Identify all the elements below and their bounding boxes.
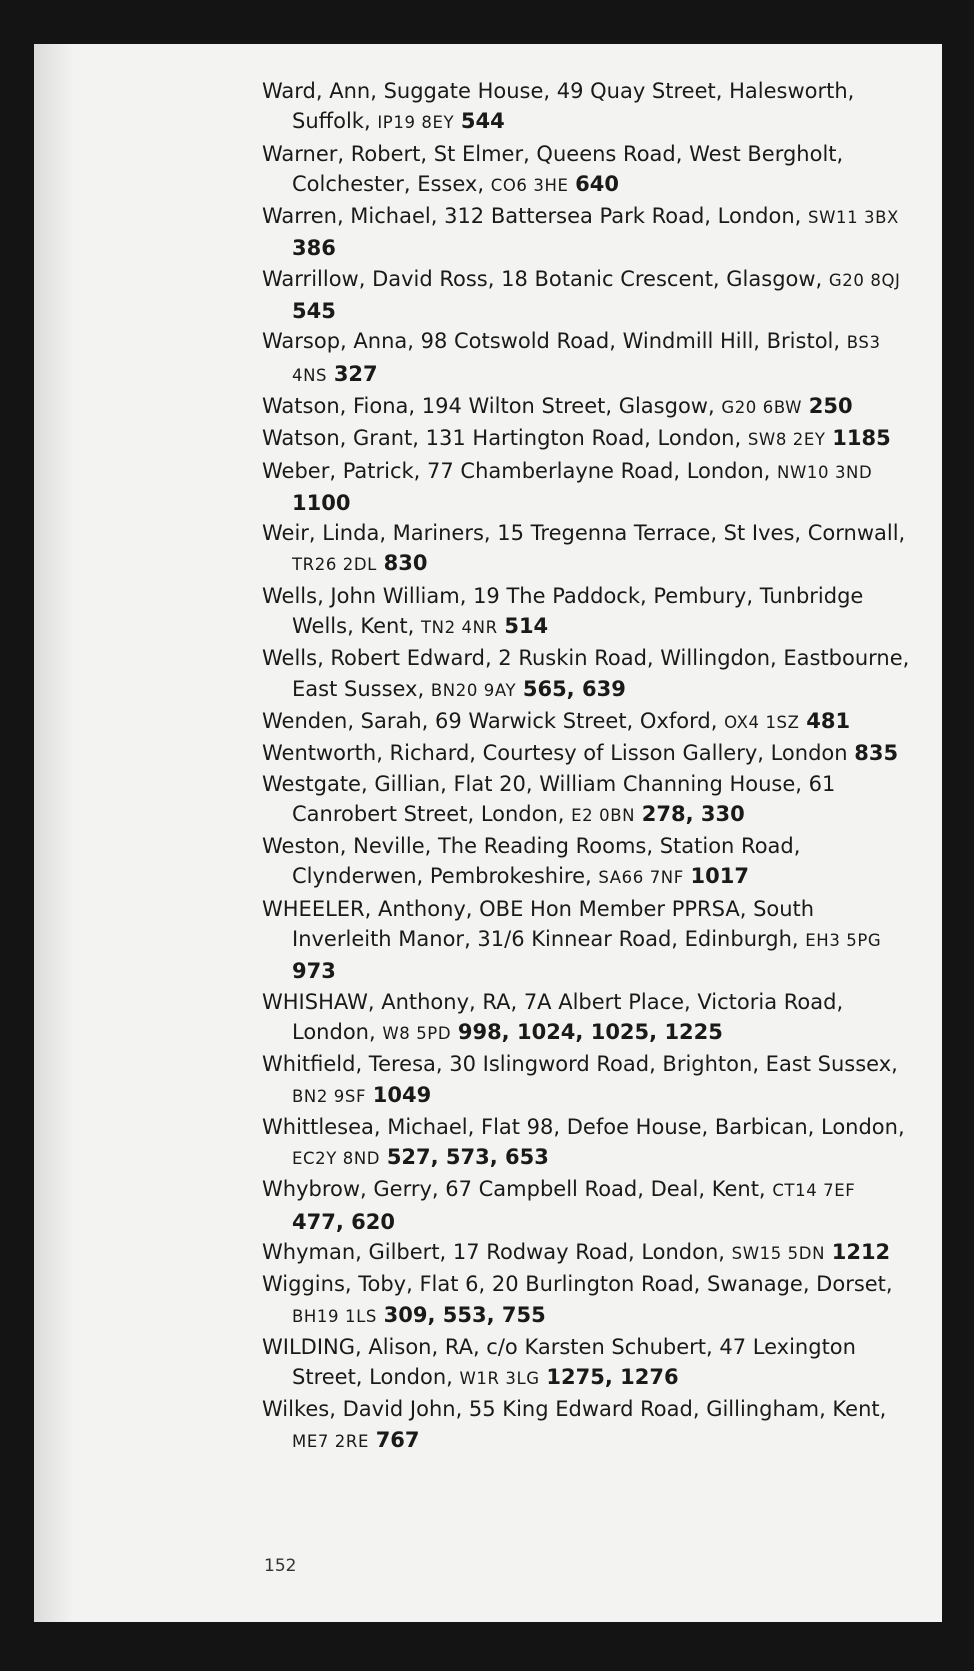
index-entry — [262, 1332, 912, 1395]
entry-name-address: Wells, Robert Edward, 2 Ruskin Road, Willingdon, Eastbourne, East Sussex, — [262, 646, 910, 701]
entry-catalogue-numbers: 527, 573, 653 — [386, 1145, 549, 1170]
entry-postcode: CT14 7EF — [772, 1181, 856, 1201]
entry-name-address: Warren, Michael, 312 Battersea Park Road, London, — [262, 204, 802, 229]
entry-name-address: Whybrow, Gerry, 67 Campbell Road, Deal, Kent, — [262, 1177, 766, 1202]
entry-postcode: SW8 2EY — [747, 430, 826, 450]
entry-name-address: Ward, Ann, Suggate House, 49 Quay Street, Halesworth, Suffolk, — [262, 79, 855, 134]
index-entry — [262, 1112, 912, 1175]
index-entry — [262, 456, 912, 519]
entry-catalogue-numbers: 544 — [460, 109, 505, 134]
entry-postcode: OX4 1SZ — [724, 712, 800, 732]
entry-postcode: SW15 5DN — [731, 1243, 826, 1263]
entry-catalogue-numbers: 250 — [808, 393, 853, 418]
entry-name-address: Warrillow, David Ross, 18 Botanic Crescent, Glasgow, — [262, 266, 823, 291]
index-entry-list — [262, 76, 912, 1457]
entry-catalogue-numbers: 1275, 1276 — [546, 1365, 679, 1390]
index-entry — [262, 1174, 912, 1237]
index-entry — [262, 987, 912, 1050]
entry-catalogue-numbers: 973 — [292, 959, 336, 984]
entry-postcode: NW10 3ND — [777, 462, 873, 482]
index-entry — [262, 391, 912, 423]
entry-postcode: EH3 5PG — [805, 931, 882, 951]
index-entry — [262, 1049, 912, 1112]
entry-postcode: SW11 3BX — [808, 208, 899, 228]
entry-name-address: Watson, Grant, 131 Hartington Road, London, — [262, 426, 742, 451]
entry-catalogue-numbers: 514 — [504, 614, 549, 639]
index-entry — [262, 423, 912, 455]
entry-postcode: G20 8QJ — [828, 270, 901, 290]
entry-postcode: E2 0BN — [571, 805, 636, 825]
page-number: 152 — [264, 1556, 297, 1576]
entry-name-address: Weston, Neville, The Reading Rooms, Station Road, Clynderwen, Pembrokeshire, — [262, 834, 801, 889]
page-gutter-shadow — [34, 44, 74, 1622]
entry-catalogue-numbers: 1049 — [372, 1082, 432, 1107]
entry-catalogue-numbers: 835 — [854, 741, 899, 766]
entry-postcode: TN2 4NR — [420, 618, 498, 638]
entry-catalogue-numbers: 386 — [292, 236, 336, 261]
entry-catalogue-numbers: 327 — [333, 361, 378, 386]
entry-name-address: Whitfield, Teresa, 30 Islingword Road, Brighton, East Sussex, — [262, 1052, 898, 1077]
index-entry — [262, 706, 912, 738]
index-entry — [262, 738, 912, 768]
index-entry — [262, 518, 912, 581]
entry-catalogue-numbers: 278, 330 — [641, 801, 745, 826]
entry-catalogue-numbers: 1100 — [292, 490, 351, 515]
entry-name-address: WHEELER, Anthony, OBE Hon Member PPRSA, South Inverleith Manor, 31/6 Kinnear Road, Edinburgh, — [262, 896, 815, 952]
entry-name-address: Watson, Fiona, 194 Wilton Street, Glasgow, — [262, 393, 715, 418]
entry-catalogue-numbers: 1017 — [690, 864, 749, 889]
entry-catalogue-numbers: 477, 620 — [292, 1209, 395, 1234]
entry-name-address: WILDING, Alison, RA, c/o Karsten Schubert, 47 Lexington Street, London, — [262, 1334, 856, 1390]
entry-name-address: Wilkes, David John, 55 King Edward Road, Gillingham, Kent, — [262, 1397, 887, 1422]
entry-postcode: W1R 3LG — [459, 1369, 540, 1389]
entry-postcode: W8 5PD — [382, 1023, 452, 1043]
index-entry — [262, 643, 912, 706]
entry-catalogue-numbers: 767 — [375, 1427, 420, 1452]
index-entry — [262, 1269, 912, 1332]
entry-name-address: Whittlesea, Michael, Flat 98, Defoe House, Barbican, London, — [262, 1114, 905, 1139]
entry-name-address: Wentworth, Richard, Courtesy of Lisson Gallery, London — [262, 741, 848, 766]
entry-catalogue-numbers: 481 — [806, 708, 851, 733]
entry-name-address: Wenden, Sarah, 69 Warwick Street, Oxford, — [262, 708, 718, 733]
entry-catalogue-numbers: 640 — [575, 171, 620, 196]
entry-name-address: WHISHAW, Anthony, RA, 7A Albert Place, Victoria Road, London, — [262, 989, 844, 1044]
entry-postcode: BN20 9AY — [430, 680, 517, 700]
index-entry — [262, 139, 912, 202]
index-entry — [262, 831, 912, 894]
index-entry — [262, 1394, 912, 1457]
index-entry — [262, 1237, 912, 1269]
entry-name-address: Weber, Patrick, 77 Chamberlayne Road, London, — [262, 458, 771, 483]
entry-postcode: BN2 9SF — [292, 1086, 367, 1106]
entry-catalogue-numbers: 1185 — [832, 426, 891, 451]
entry-name-address: Warsop, Anna, 98 Cotswold Road, Windmill Hill, Bristol, — [262, 329, 841, 354]
entry-name-address: Whyman, Gilbert, 17 Rodway Road, London, — [262, 1239, 725, 1264]
entry-postcode: CO6 3HE — [490, 175, 569, 195]
entry-name-address: Weir, Linda, Mariners, 15 Tregenna Terrace, St Ives, Cornwall, — [262, 521, 906, 546]
entry-postcode: SA66 7NF — [598, 868, 684, 888]
index-entry — [262, 76, 912, 139]
entry-catalogue-numbers: 1212 — [831, 1239, 891, 1264]
entry-catalogue-numbers: 830 — [383, 551, 428, 576]
entry-postcode: G20 6BW — [721, 397, 803, 417]
index-entry — [262, 581, 912, 644]
entry-postcode: BS3 4NS — [292, 333, 881, 385]
entry-catalogue-numbers: 565, 639 — [522, 676, 626, 701]
entry-catalogue-numbers: 309, 553, 755 — [383, 1302, 546, 1327]
index-entry — [262, 326, 912, 391]
entry-postcode: TR26 2DL — [292, 555, 377, 575]
entry-postcode: IP19 8EY — [377, 113, 455, 133]
index-entry — [262, 894, 912, 987]
entry-name-address: Wells, John William, 19 The Paddock, Pembury, Tunbridge Wells, Kent, — [262, 583, 864, 639]
index-entry — [262, 769, 912, 832]
entry-catalogue-numbers: 545 — [292, 299, 336, 324]
entry-name-address: Warner, Robert, St Elmer, Queens Road, West Bergholt, Colchester, Essex, — [262, 141, 844, 196]
entry-name-address: Westgate, Gillian, Flat 20, William Channing House, 61 Canrobert Street, London, — [262, 771, 836, 826]
entry-name-address: Wiggins, Toby, Flat 6, 20 Burlington Road, Swanage, Dorset, — [262, 1272, 893, 1297]
entry-postcode: BH19 1LS — [292, 1306, 377, 1326]
index-entry — [262, 264, 912, 327]
index-entry — [262, 201, 912, 264]
entry-catalogue-numbers: 998, 1024, 1025, 1225 — [457, 1019, 723, 1044]
entry-postcode: ME7 2RE — [292, 1431, 369, 1451]
entry-postcode: EC2Y 8ND — [292, 1149, 381, 1169]
